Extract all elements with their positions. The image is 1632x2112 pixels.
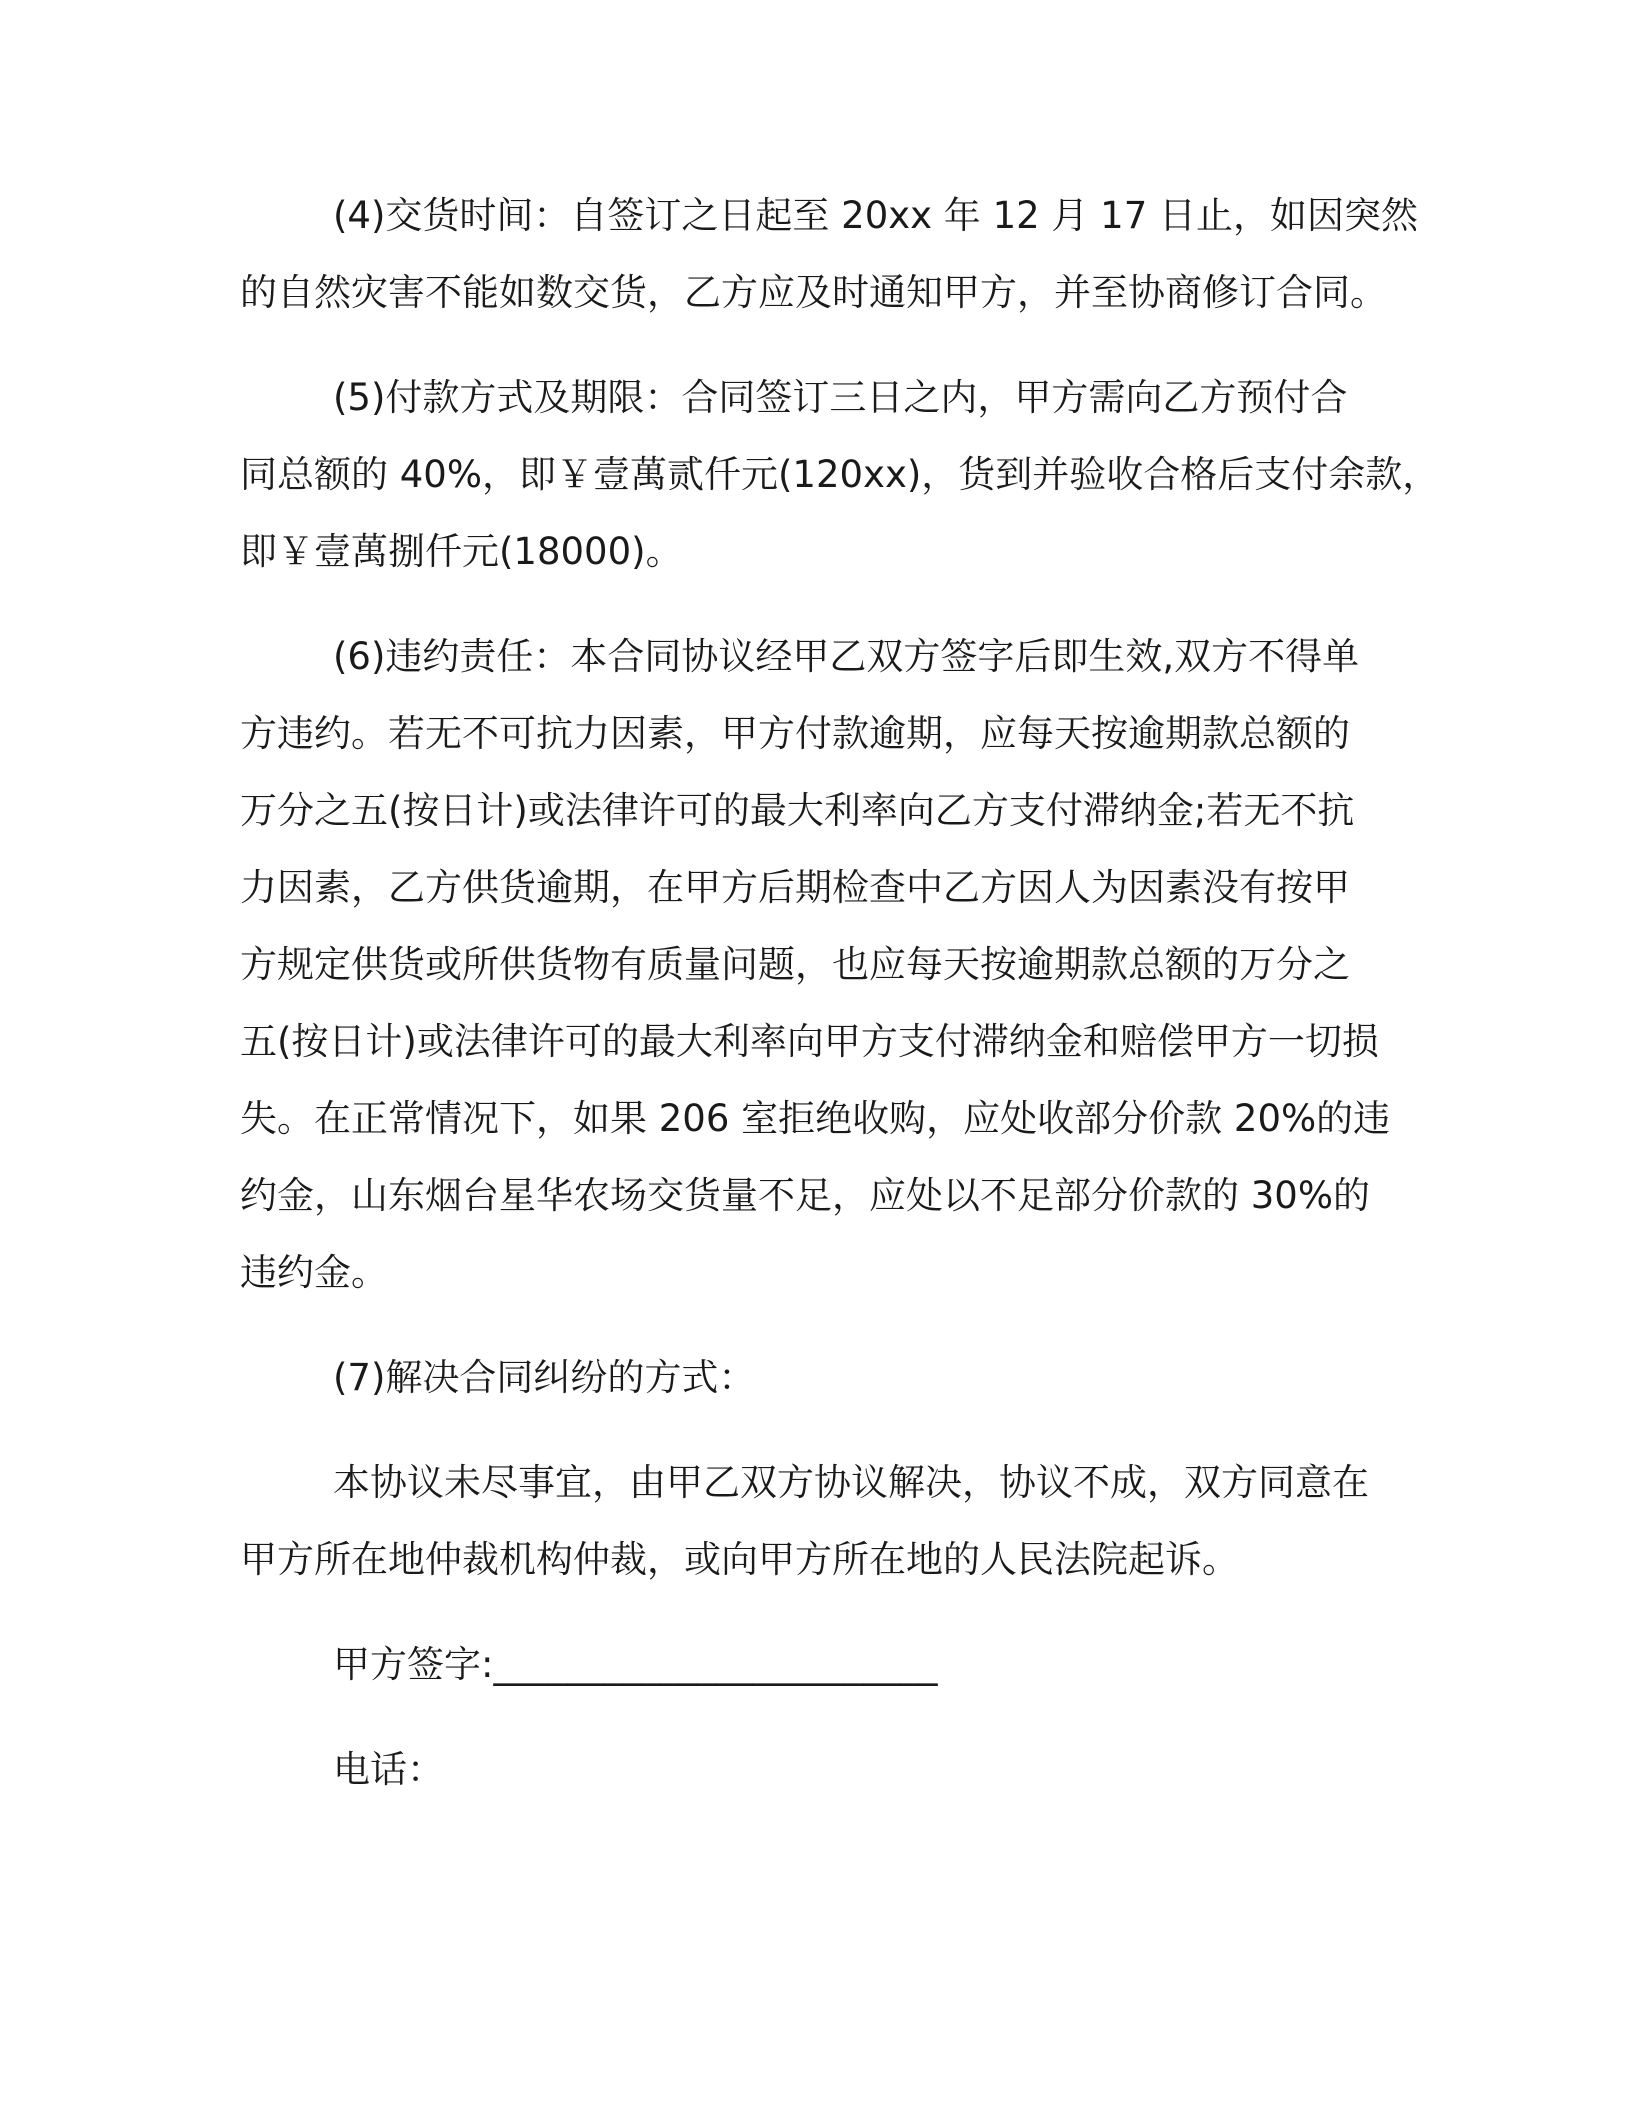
clause-6-line-1: (6)违约责任：本合同协议经甲乙双方签字后即生效,双方不得单 xyxy=(333,635,1360,678)
dispute-line-2: 甲方所在地仲裁机构仲裁，或向甲方所在地的人民法院起诉。 xyxy=(240,1538,1239,1581)
clause-6-line-4: 力因素，乙方供货逾期，在甲方后期检查中乙方因人为因素没有按甲 xyxy=(240,866,1350,909)
clause-4-line-2: 的自然灾害不能如数交货，乙方应及时通知甲方，并至协商修订合同。 xyxy=(240,271,1387,314)
clause-7-heading: (7)解决合同纠纷的方式： xyxy=(333,1356,756,1399)
clause-6-line-5: 方规定供货或所供货物有质量问题，也应每天按逾期款总额的万分之 xyxy=(240,943,1350,986)
clause-4-line-1: (4)交货时间：自签订之日起至 20xx 年 12 月 17 日止，如因突然 xyxy=(333,194,1419,237)
clause-6-line-2: 方违约。若无不可抗力因素，甲方付款逾期，应每天按逾期款总额的 xyxy=(240,712,1350,755)
dispute-line-1: 本协议未尽事宜，由甲乙双方协议解决，协议不成，双方同意在 xyxy=(333,1461,1369,1504)
clause-6-line-9: 违约金。 xyxy=(240,1251,388,1294)
clause-6-line-7: 失。在正常情况下，如果 206 室拒绝收购，应处收部分价款 20%的违 xyxy=(240,1097,1391,1140)
clause-5-line-3: 即￥壹萬捌仟元(18000)。 xyxy=(240,530,683,573)
phone-label: 电话： xyxy=(333,1748,444,1791)
clause-6-line-8: 约金，山东烟台星华农场交货量不足，应处以不足部分价款的 30%的 xyxy=(240,1174,1370,1217)
clause-5-line-1: (5)付款方式及期限：合同签订三日之内，甲方需向乙方预付合 xyxy=(333,376,1348,419)
clause-6-line-3: 万分之五(按日计)或法律许可的最大利率向乙方支付滞纳金;若无不抗 xyxy=(240,789,1355,832)
party-a-signature-line: 甲方签字:________________________ xyxy=(333,1643,938,1686)
clause-5-line-2: 同总额的 40%，即￥壹萬贰仟元(120xx)，货到并验收合格后支付余款， xyxy=(240,453,1440,496)
clause-6-line-6: 五(按日计)或法律许可的最大利率向甲方支付滞纳金和赔偿甲方一切损 xyxy=(240,1020,1379,1063)
